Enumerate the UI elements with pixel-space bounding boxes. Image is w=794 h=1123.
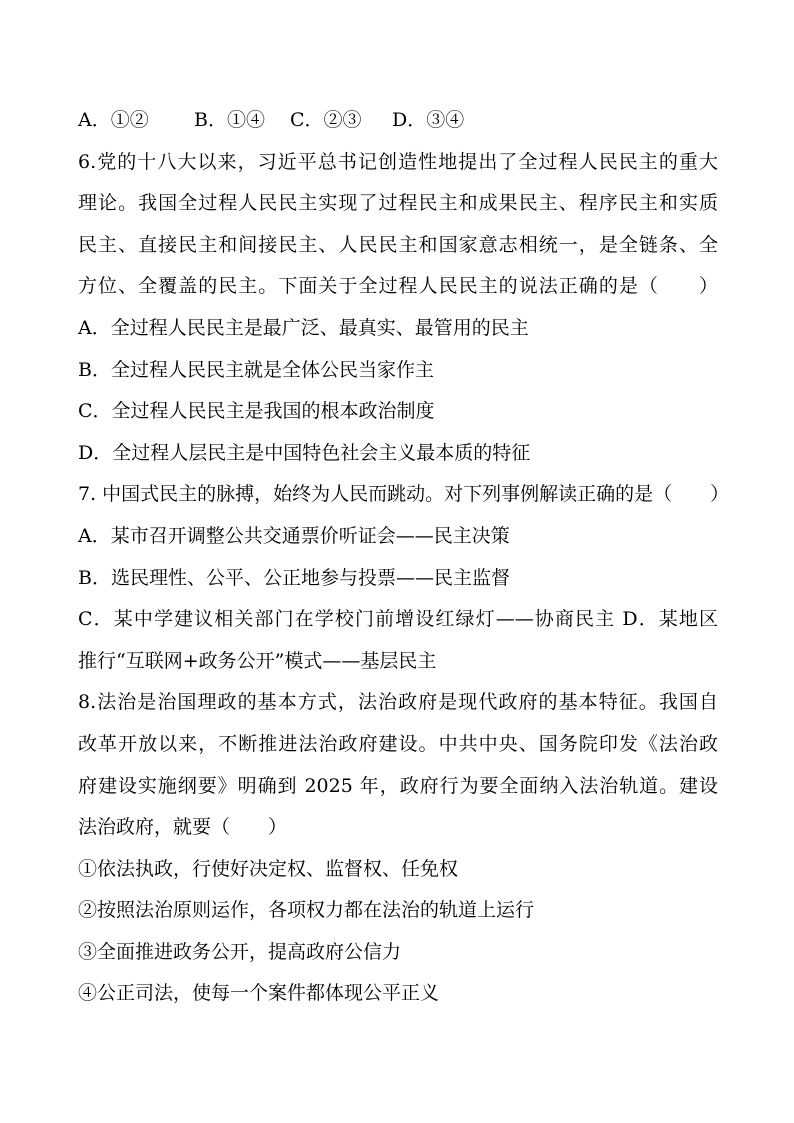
statement-1: ①依法执政，行使好决定权、监督权、任免权 [78,857,459,880]
question-stem-line: 改革开放以来，不断推进法治政府建设。中共中央、国务院印发《法治政 [78,732,718,755]
option-b[interactable]: B．全过程人民民主就是全体公民当家作主 [78,358,434,381]
option-d[interactable]: D．③④ [392,109,465,131]
question-7 [78,474,730,682]
question-stem-line: 6.党的十八大以来，习近平总书记创造性地提出了全过程人民民主的重大 [78,150,718,173]
option-d-continued[interactable]: 推行“互联网+政务公开”模式——基层民主 [78,649,437,672]
statement-2: ②按照法治原则运作，各项权力都在法治的轨道上运行 [78,899,535,922]
question-stem-line: 8.法治是治国理政的基本方式，法治政府是现代政府的基本特征。我国自 [78,691,718,714]
option-d[interactable]: D．全过程人层民主是中国特色社会主义最本质的特征 [78,441,531,464]
question-stem-line: 方位、全覆盖的民主。下面关于全过程人民民主的说法正确的是（ ） [78,275,718,298]
option-c[interactable]: C．全过程人民民主是我国的根本政治制度 [78,400,435,423]
option-b[interactable]: B．选民理性、公平、公正地参与投票——民主监督 [78,566,510,589]
document-page [78,100,730,1015]
previous-question-options [78,100,718,142]
statement-3: ③全面推进政务公开，提高政府公信力 [78,940,402,963]
option-b[interactable]: B．①④ [194,109,265,131]
question-stem: 7. 中国式民主的脉搏，始终为人民而跳动。对下列事例解读正确的是（ ） [78,483,730,506]
option-a[interactable]: A．①② [78,109,149,131]
question-stem-line: 府建设实施纲要》明确到 2025 年，政府行为要全面纳入法治轨道。建设 [78,774,718,797]
option-a[interactable]: A．全过程人民民主是最广泛、最真实、最管用的民主 [78,316,529,339]
option-c[interactable]: C．②③ [290,109,362,131]
statement-4: ④公正司法，使每一个案件都体现公平正义 [78,982,440,1005]
option-a[interactable]: A．某市召开调整公共交通票价听证会——民主决策 [78,524,510,547]
question-stem-line: 理论。我国全过程人民民主实现了过程民主和成果民主、程序民主和实质 [78,192,718,215]
question-stem-line: 法治政府，就要（ ） [78,816,288,839]
option-c-d-line[interactable]: C．某中学建议相关部门在学校门前增设红绿灯——协商民主 D．某地区 [78,608,718,631]
question-8 [78,682,718,1015]
question-stem-line: 民主、直接民主和间接民主、人民民主和国家意志相统一，是全链条、全 [78,233,718,256]
question-6 [78,142,718,475]
